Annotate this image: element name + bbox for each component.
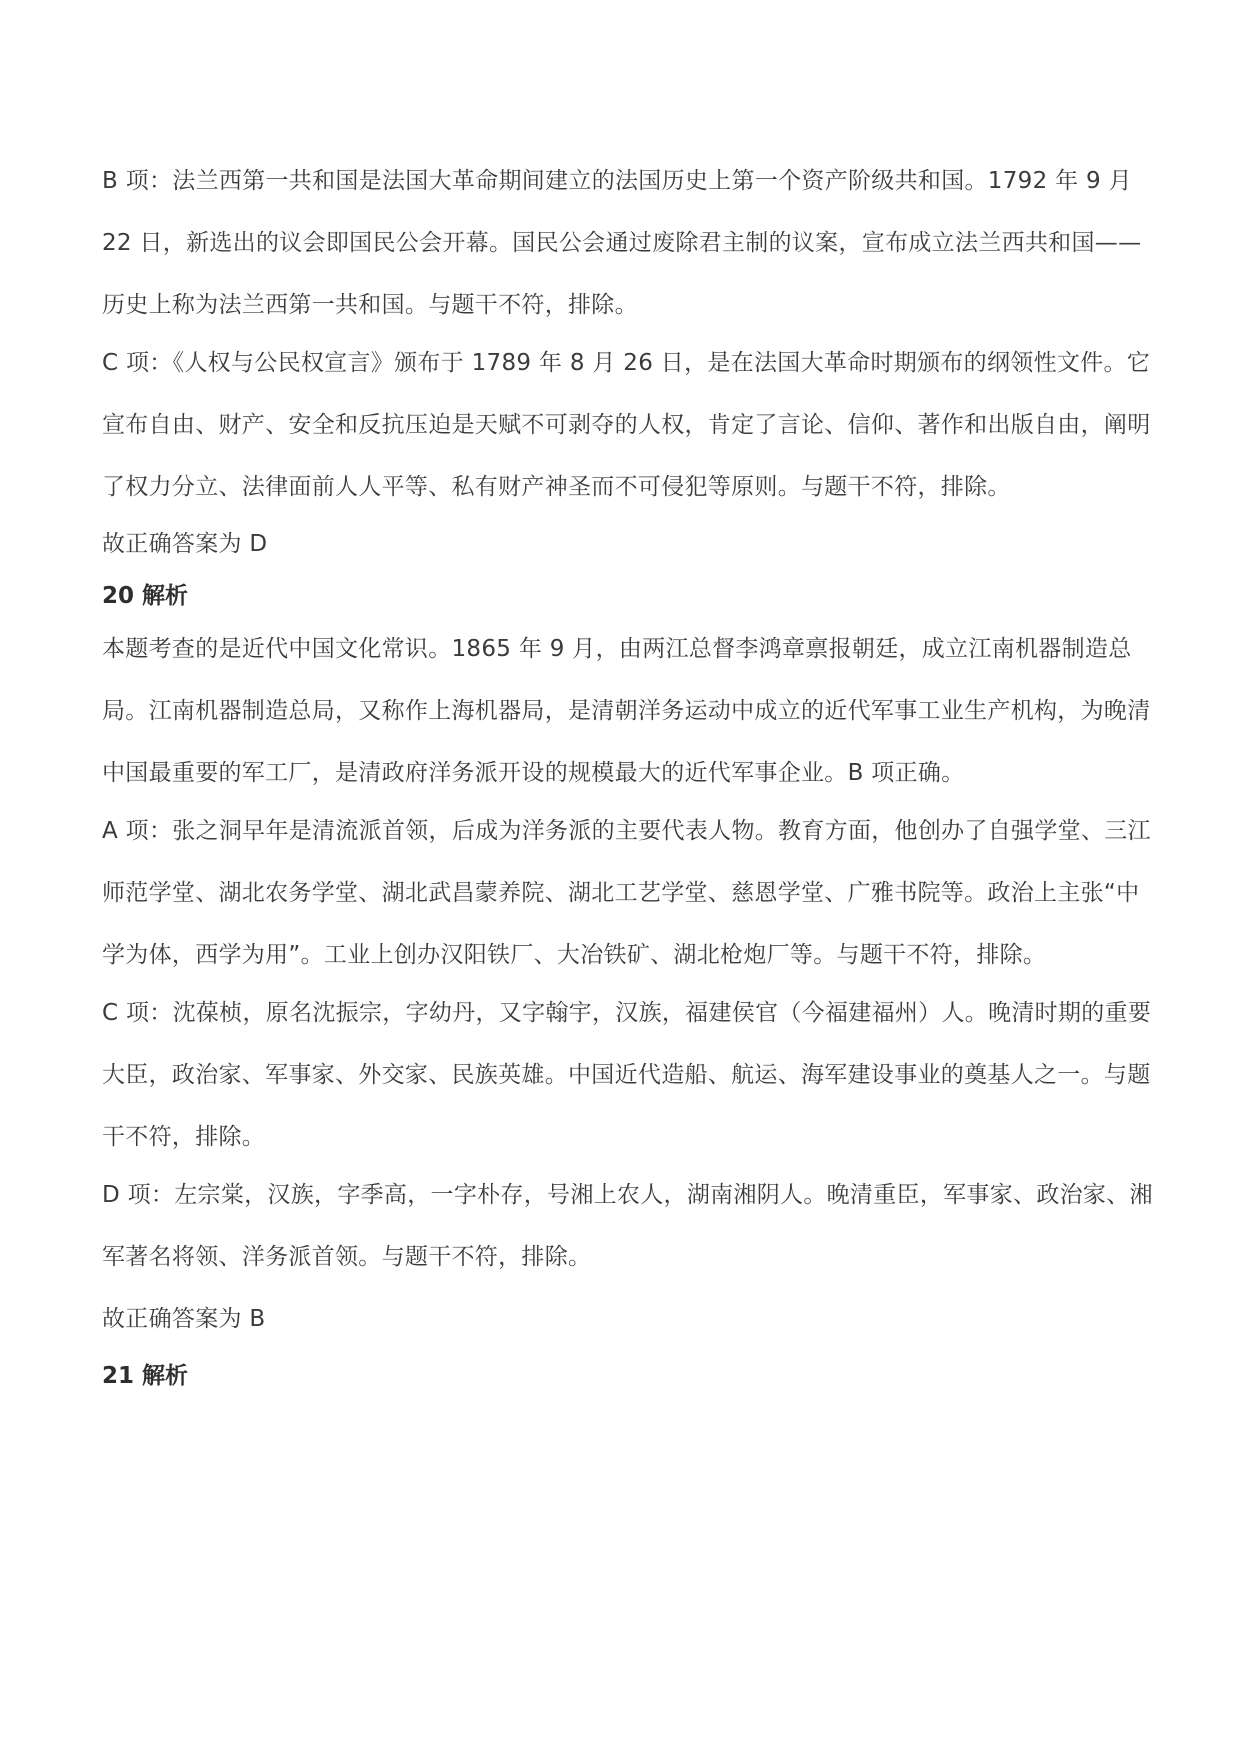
prev-option-b-paragraph: B 项：法兰西第一共和国是法国大革命期间建立的法国历史上第一个资产阶级共和国。1792 年 9 月 22 日，新选出的议会即国民公会开幕。国民公会通过废除君主制的议案，宣布成立法兰西共和国——历史上称为法兰西第一共和国。与题干不符，排除。 [102, 168, 1142, 318]
section-21-heading: 21 解析 [102, 1363, 189, 1389]
section-20-heading: 20 解析 [102, 583, 189, 609]
section-20-option-a-paragraph: A 项：张之洞早年是清流派首领，后成为洋务派的主要代表人物。教育方面，他创办了自强学堂、三江师范学堂、湖北农务学堂、湖北武昌蒙养院、湖北工艺学堂、慈恩学堂、广雅书院等。政治上主张“中学为体，西学为用”。工业上创办汉阳铁厂、大冶铁矿、湖北枪炮厂等。与题干不符，排除。 [102, 818, 1151, 968]
document-page [102, 150, 1162, 1402]
section-20-answer-line: 故正确答案为 B [102, 1306, 266, 1332]
prev-option-c-paragraph: C 项：《人权与公民权宣言》颁布于 1789 年 8 月 26 日，是在法国大革命时期颁布的纲领性文件。它宣布自由、财产、安全和反抗压迫是天赋不可剥夺的人权，肯定了言论、信仰、著作和出版自由，阐明了权力分立、法律面前人人平等、私有财产神圣而不可侵犯等原则。与题干不符，排除。 [102, 350, 1151, 500]
section-20-option-c-paragraph: C 项：沈葆桢，原名沈振宗，字幼丹，又字翰宇，汉族，福建侯官（今福建福州）人。晚清时期的重要大臣，政治家、军事家、外交家、民族英雄。中国近代造船、航运、海军建设事业的奠基人之一。与题干不符，排除。 [102, 1000, 1152, 1150]
section-20-intro-paragraph: 本题考查的是近代中国文化常识。1865 年 9 月，由两江总督李鸿章禀报朝廷，成立江南机器制造总局。江南机器制造总局，又称作上海机器局，是清朝洋务运动中成立的近代军事工业生产机构，为晚清中国最重要的军工厂，是清政府洋务派开设的规模最大的近代军事企业。B 项正确。 [102, 636, 1151, 786]
prev-answer-line: 故正确答案为 D [102, 531, 268, 557]
section-20-option-d-paragraph: D 项：左宗棠，汉族，字季高，一字朴存，号湘上农人，湖南湘阴人。晚清重臣，军事家、政治家、湘军著名将领、洋务派首领。与题干不符，排除。 [102, 1182, 1153, 1270]
